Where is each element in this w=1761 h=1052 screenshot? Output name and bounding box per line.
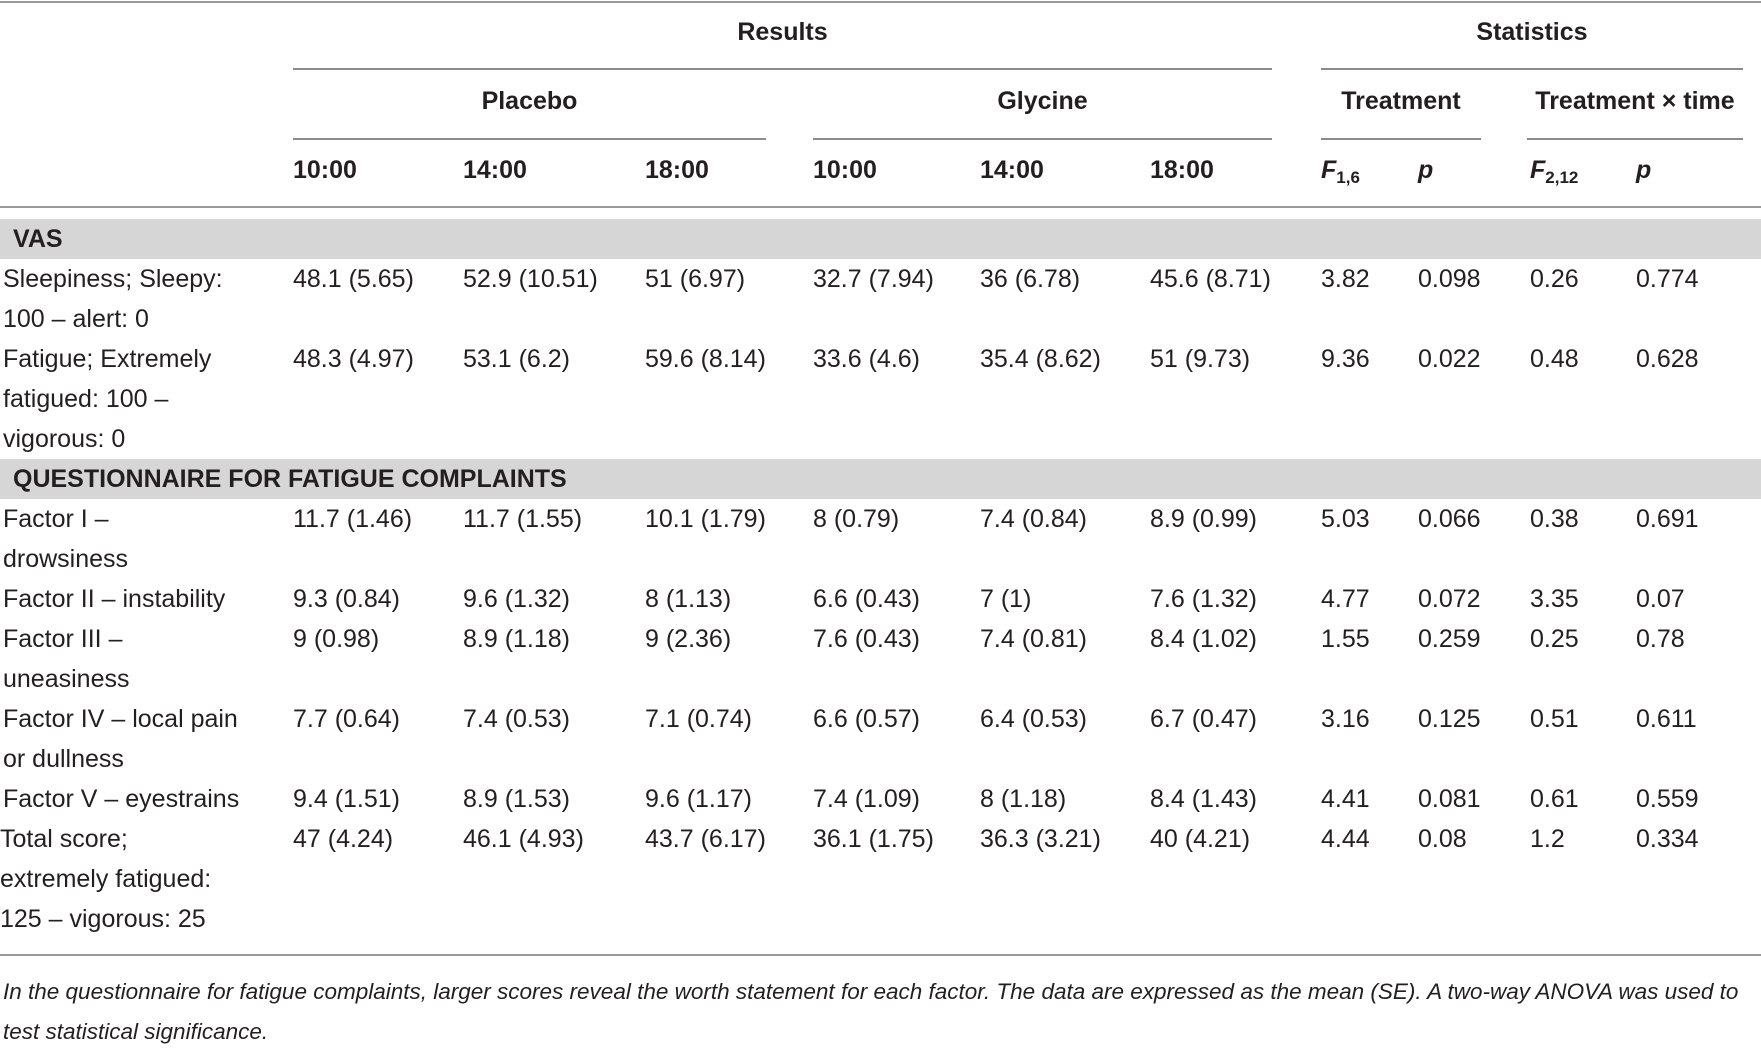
row-label: Total score; extremely fatigued: 125 – vigorous: 25 <box>0 825 212 933</box>
value-glycine-1400: 7.4 (0.84) <box>980 505 1088 533</box>
value-glycine-1000: 33.6 (4.6) <box>813 345 921 373</box>
value-placebo-1000: 9.3 (0.84) <box>293 585 401 613</box>
row-label: Fatigue; Extremely fatigued: 100 – vigorous: 0 <box>3 345 212 453</box>
header-treatment-x-time: Treatment × time <box>1535 87 1735 115</box>
value-glycine-1400: 35.4 (8.62) <box>980 345 1101 373</box>
value-placebo-1800: 51 (6.97) <box>645 265 746 293</box>
value-glycine-1400: 7.4 (0.81) <box>980 625 1088 653</box>
row-label: Factor V – eyestrains <box>3 785 240 813</box>
value-f-treatment-x-time: 1.2 <box>1530 825 1565 853</box>
value-p-treatment: 0.259 <box>1418 625 1481 653</box>
header-placebo: Placebo <box>481 87 578 115</box>
value-placebo-1400: 53.1 (6.2) <box>463 345 571 373</box>
value-p-treatment-x-time: 0.07 <box>1636 585 1685 613</box>
value-p-treatment: 0.098 <box>1418 265 1481 293</box>
row-label: Factor IV – local pain or dullness <box>3 705 238 773</box>
placebo-rule <box>293 138 766 140</box>
table-row <box>0 619 1761 699</box>
table-row <box>0 779 1761 819</box>
header-f-treatment: $F_{1,6}$ <box>1321 156 1360 187</box>
value-f-treatment-x-time: 0.51 <box>1530 705 1579 733</box>
value-placebo-1000: 48.1 (5.65) <box>293 265 414 293</box>
value-placebo-1800: 10.1 (1.79) <box>645 505 766 533</box>
header-p-treatment-x-time: p <box>1636 156 1652 184</box>
header-treatment: Treatment <box>1341 87 1461 115</box>
value-glycine-1400: 36.3 (3.21) <box>980 825 1101 853</box>
header-glycine-1000: 10:00 <box>813 156 877 184</box>
table-row <box>0 579 1761 619</box>
value-placebo-1800: 9 (2.36) <box>645 625 732 653</box>
value-placebo-1000: 47 (4.24) <box>293 825 394 853</box>
section-header-questionnaire: QUESTIONNAIRE FOR FATIGUE COMPLAINTS <box>0 459 1761 499</box>
value-glycine-1000: 7.4 (1.09) <box>813 785 921 813</box>
value-f-treatment-x-time: 3.35 <box>1530 585 1579 613</box>
value-placebo-1400: 9.6 (1.32) <box>463 585 571 613</box>
table-row <box>0 259 1761 339</box>
value-glycine-1000: 36.1 (1.75) <box>813 825 934 853</box>
value-p-treatment-x-time: 0.611 <box>1636 705 1697 733</box>
section-header-vas: VAS <box>0 219 1761 259</box>
value-p-treatment: 0.125 <box>1418 705 1481 733</box>
header-bottom-rule <box>0 206 1761 208</box>
value-glycine-1000: 6.6 (0.57) <box>813 705 921 733</box>
value-p-treatment-x-time: 0.78 <box>1636 625 1685 653</box>
value-glycine-1800: 8.4 (1.43) <box>1150 785 1258 813</box>
value-p-treatment: 0.066 <box>1418 505 1481 533</box>
value-glycine-1000: 7.6 (0.43) <box>813 625 921 653</box>
header-placebo-1400: 14:00 <box>463 156 527 184</box>
value-glycine-1800: 51 (9.73) <box>1150 345 1251 373</box>
value-placebo-1800: 7.1 (0.74) <box>645 705 753 733</box>
value-f-treatment-x-time: 0.48 <box>1530 345 1579 373</box>
value-p-treatment-x-time: 0.691 <box>1636 505 1699 533</box>
row-label: Factor III – uneasiness <box>3 625 130 693</box>
value-placebo-1000: 7.7 (0.64) <box>293 705 401 733</box>
table-row <box>0 339 1761 459</box>
value-p-treatment: 0.072 <box>1418 585 1481 613</box>
value-p-treatment: 0.08 <box>1418 825 1467 853</box>
table-row <box>0 699 1761 779</box>
treatment-rule <box>1321 138 1481 140</box>
value-glycine-1800: 7.6 (1.32) <box>1150 585 1258 613</box>
value-glycine-1800: 8.9 (0.99) <box>1150 505 1258 533</box>
value-placebo-1400: 8.9 (1.18) <box>463 625 571 653</box>
glycine-rule <box>813 138 1272 140</box>
value-placebo-1400: 52.9 (10.51) <box>463 265 598 293</box>
row-label: Factor II – instability <box>3 585 226 613</box>
value-f-treatment: 4.41 <box>1321 785 1370 813</box>
value-glycine-1000: 32.7 (7.94) <box>813 265 934 293</box>
value-glycine-1000: 8 (0.79) <box>813 505 900 533</box>
row-label: Sleepiness; Sleepy: 100 – alert: 0 <box>3 265 223 333</box>
header-results: Results <box>737 18 828 46</box>
value-placebo-1000: 11.7 (1.46) <box>293 505 413 533</box>
header-statistics: Statistics <box>1476 18 1588 46</box>
header-glycine-1400: 14:00 <box>980 156 1044 184</box>
value-f-treatment: 4.77 <box>1321 585 1370 613</box>
value-placebo-1800: 43.7 (6.17) <box>645 825 766 853</box>
value-p-treatment-x-time: 0.774 <box>1636 265 1699 293</box>
statistics-rule <box>1321 68 1743 70</box>
header-f-treatment-x-time: $F_{2,12}$ <box>1530 156 1579 187</box>
value-f-treatment: 3.82 <box>1321 265 1370 293</box>
value-p-treatment-x-time: 0.628 <box>1636 345 1699 373</box>
value-glycine-1800: 8.4 (1.02) <box>1150 625 1258 653</box>
value-f-treatment: 1.55 <box>1321 625 1370 653</box>
value-glycine-1400: 36 (6.78) <box>980 265 1081 293</box>
value-f-treatment: 9.36 <box>1321 345 1370 373</box>
table-footnote: In the questionnaire for fatigue complaints, larger scores reveal the worth statement for each factor. The data are expressed as the mean (SE). A two-way ANOVA was used to test statistical significance. <box>3 979 1739 1044</box>
results-rule <box>293 68 1272 70</box>
value-glycine-1800: 6.7 (0.47) <box>1150 705 1258 733</box>
value-placebo-1400: 46.1 (4.93) <box>463 825 584 853</box>
value-placebo-1400: 11.7 (1.55) <box>463 505 583 533</box>
value-placebo-1000: 48.3 (4.97) <box>293 345 414 373</box>
value-p-treatment: 0.022 <box>1418 345 1481 373</box>
value-f-treatment-x-time: 0.25 <box>1530 625 1579 653</box>
value-placebo-1000: 9.4 (1.51) <box>293 785 401 813</box>
header-glycine-1800: 18:00 <box>1150 156 1214 184</box>
top-rule <box>0 1 1761 3</box>
table-row <box>0 819 1761 939</box>
row-label: Factor I – drowsiness <box>3 505 129 573</box>
value-glycine-1800: 45.6 (8.71) <box>1150 265 1271 293</box>
header-p-treatment: p <box>1418 156 1434 184</box>
value-glycine-1400: 8 (1.18) <box>980 785 1067 813</box>
header-placebo-1000: 10:00 <box>293 156 357 184</box>
header-placebo-1800: 18:00 <box>645 156 709 184</box>
table-row <box>0 499 1761 579</box>
value-glycine-1000: 6.6 (0.43) <box>813 585 921 613</box>
value-f-treatment-x-time: 0.61 <box>1530 785 1579 813</box>
value-glycine-1400: 6.4 (0.53) <box>980 705 1088 733</box>
treatment-x-time-rule <box>1527 138 1743 140</box>
value-placebo-1800: 9.6 (1.17) <box>645 785 753 813</box>
value-p-treatment-x-time: 0.334 <box>1636 825 1699 853</box>
value-f-treatment-x-time: 0.26 <box>1530 265 1579 293</box>
value-p-treatment: 0.081 <box>1418 785 1481 813</box>
value-p-treatment-x-time: 0.559 <box>1636 785 1699 813</box>
value-placebo-1800: 59.6 (8.14) <box>645 345 766 373</box>
value-glycine-1400: 7 (1) <box>980 585 1032 613</box>
header-glycine: Glycine <box>997 87 1088 115</box>
value-f-treatment: 5.03 <box>1321 505 1370 533</box>
value-placebo-1800: 8 (1.13) <box>645 585 732 613</box>
value-placebo-1400: 8.9 (1.53) <box>463 785 571 813</box>
value-f-treatment: 3.16 <box>1321 705 1370 733</box>
value-f-treatment-x-time: 0.38 <box>1530 505 1579 533</box>
value-glycine-1800: 40 (4.21) <box>1150 825 1251 853</box>
value-placebo-1400: 7.4 (0.53) <box>463 705 571 733</box>
table-bottom-rule <box>0 954 1761 956</box>
value-placebo-1000: 9 (0.98) <box>293 625 380 653</box>
value-f-treatment: 4.44 <box>1321 825 1370 853</box>
